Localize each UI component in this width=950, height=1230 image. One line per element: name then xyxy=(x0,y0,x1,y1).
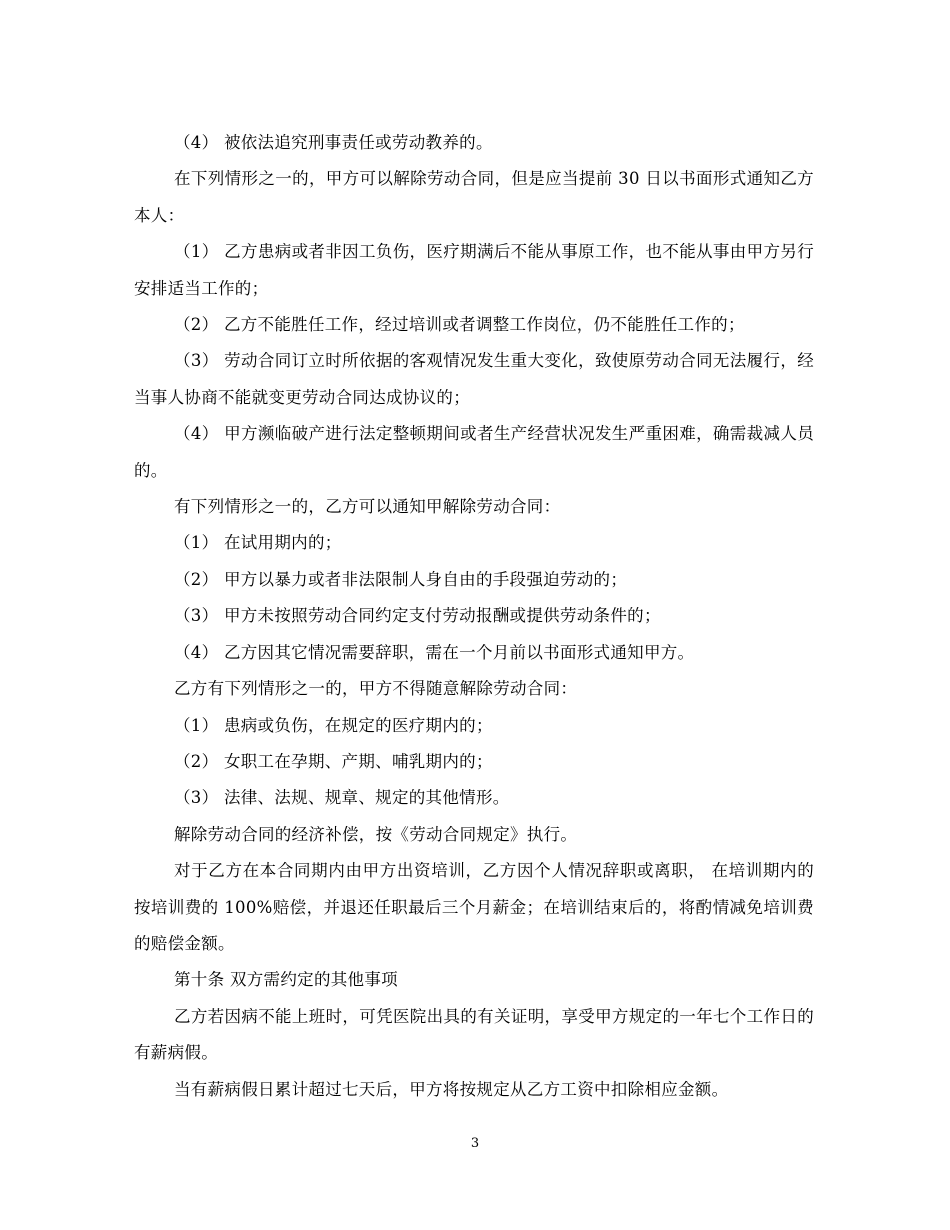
paragraph: （3） 法律、法规、规章、规定的其他情形。 xyxy=(174,788,510,808)
paragraph: （1） 患病或负伤，在规定的医疗期内的； xyxy=(174,715,493,735)
paragraph: 乙方有下列情形之一的，甲方不得随意解除劳动合同： xyxy=(174,679,578,699)
paragraph: 解除劳动合同的经济补偿，按《劳动合同规定》执行。 xyxy=(174,824,578,844)
paragraph: （4） 乙方因其它情况需要辞职，需在一个月前以书面形式通知甲方。 xyxy=(174,642,695,662)
paragraph: （2） 甲方以暴力或者非法限制人身自由的手段强迫劳动的； xyxy=(174,569,628,589)
paragraph: 乙方若因病不能上班时，可凭医院出具的有关证明，享受甲方规定的一年七个工作日的有薪病假。 xyxy=(134,1006,814,1063)
paragraph: （1） 乙方患病或者非因工负伤，医疗期满后不能从事原工作，也不能从事由甲方另行安排适当工作的； xyxy=(134,242,814,298)
paragraph: （4） 甲方濒临破产进行法定整顿期间或者生产经营状况发生严重困难，确需裁减人员的。 xyxy=(134,424,814,480)
page-number: 3 xyxy=(470,1136,480,1151)
paragraph: （1） 在试用期内的； xyxy=(174,533,342,553)
document-body xyxy=(134,125,814,1108)
paragraph: （4） 被依法追究刑事责任或劳动教养的。 xyxy=(174,133,493,152)
paragraph: 当有薪病假日累计超过七天后，甲方将按规定从乙方工资中扣除相应金额。 xyxy=(174,1079,729,1099)
paragraph: 有下列情形之一的，乙方可以通知甲解除劳动合同： xyxy=(174,497,561,517)
paragraph: （3） 劳动合同订立时所依据的客观情况发生重大变化，致使原劳动合同无法履行，经当事人协商不能就变更劳动合同达成协议的； xyxy=(134,351,814,407)
paragraph: 在下列情形之一的，甲方可以解除劳动合同，但是应当提前 30 日以书面形式通知乙方本人： xyxy=(134,169,814,225)
section-heading: 第十条 双方需约定的其他事项 xyxy=(174,970,398,990)
paragraph: （2） 女职工在孕期、产期、哺乳期内的； xyxy=(174,751,493,771)
paragraph: （3） 甲方未按照劳动合同约定支付劳动报酬或提供劳动条件的； xyxy=(174,606,661,626)
paragraph: （2） 乙方不能胜任工作，经过培训或者调整工作岗位，仍不能胜任工作的； xyxy=(174,315,745,335)
paragraph: 对于乙方在本合同期内由甲方出资培训，乙方因个人情况辞职或离职， 在培训期内的按培训费的 100%赔偿，并退还任职最后三个月薪金；在培训结束后的，将酌情减免培训费的赔偿金额。 xyxy=(134,861,814,953)
